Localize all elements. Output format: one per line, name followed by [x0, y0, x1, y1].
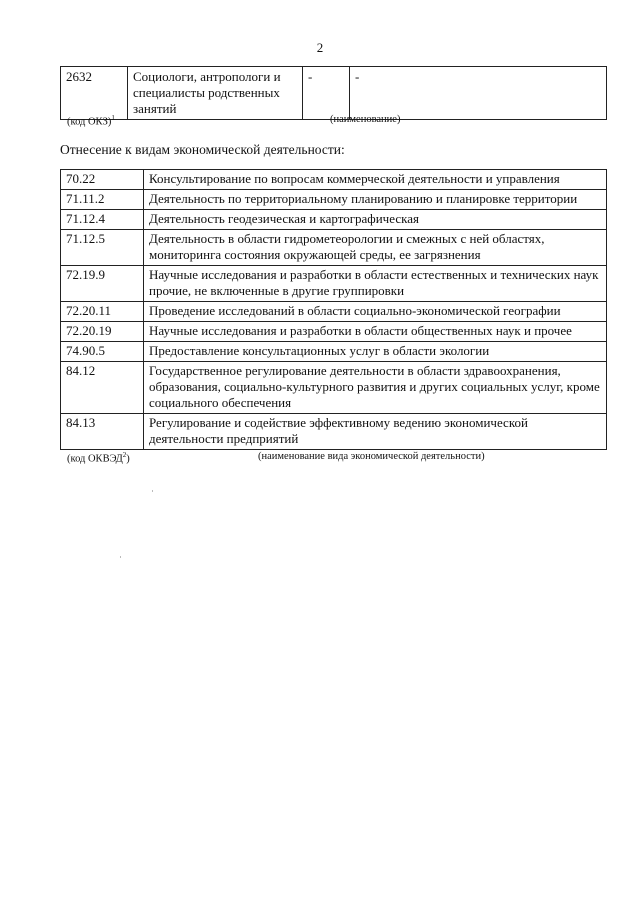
okz-code-caption: (код ОКЗ)$^1$	[67, 114, 115, 128]
okved-code-cell: 71.11.2	[61, 190, 144, 210]
okz-col3-cell: -	[303, 67, 350, 120]
okved-name-cell: Научные исследования и разработки в области естественных и технических наук прочие, не включенные в другие группировки	[144, 266, 607, 302]
okved-row	[61, 190, 607, 210]
scan-speck	[152, 490, 153, 492]
okved-code-cell: 71.12.5	[61, 230, 144, 266]
okved-name-cell: Деятельность геодезическая и картографическая	[144, 210, 607, 230]
okz-code-cell: 2632	[61, 67, 128, 120]
okz-row	[61, 67, 607, 120]
okved-name-cell: Государственное регулирование деятельности в области здравоохранения, образования, социально-культурного развития и других социальных услуг, кроме социального обеспечения	[144, 362, 607, 414]
okved-name-cell: Регулирование и содействие эффективному ведению экономической деятельности предприятий	[144, 414, 607, 450]
okved-row	[61, 302, 607, 322]
okz-table	[60, 66, 607, 120]
okved-row	[61, 322, 607, 342]
okved-table	[60, 169, 607, 450]
page-number: 2	[316, 40, 324, 55]
okved-name-caption: (наименование вида экономической деятельности)	[258, 451, 485, 462]
okved-row	[61, 414, 607, 450]
okved-name-cell: Консультирование по вопросам коммерческой деятельности и управления	[144, 170, 607, 190]
okved-name-cell: Проведение исследований в области социально-экономической географии	[144, 302, 607, 322]
okved-name-cell: Деятельность по территориальному планированию и планировке территории	[144, 190, 607, 210]
okved-code-cell: 71.12.4	[61, 210, 144, 230]
okved-name-cell: Деятельность в области гидрометеорологии и смежных с ней областях, мониторинга состояния окружающей среды, ее загрязнения	[144, 230, 607, 266]
okved-row	[61, 342, 607, 362]
okved-row	[61, 170, 607, 190]
okved-row	[61, 230, 607, 266]
scan-speck	[120, 556, 121, 558]
okved-row	[61, 266, 607, 302]
okz-name-caption: (наименование)	[330, 114, 401, 125]
okved-code-caption: (код ОКВЭД$^2$)	[67, 451, 130, 465]
okved-row	[61, 210, 607, 230]
okved-code-cell: 72.20.19	[61, 322, 144, 342]
section-title: Отнесение к видам экономической деятельности:	[60, 142, 345, 157]
okved-code-cell: 72.19.9	[61, 266, 144, 302]
okved-code-cell: 70.22	[61, 170, 144, 190]
okved-code-cell: 84.12	[61, 362, 144, 414]
okved-code-cell: 74.90.5	[61, 342, 144, 362]
okved-code-cell: 72.20.11	[61, 302, 144, 322]
okved-name-cell: Научные исследования и разработки в области общественных наук и прочее	[144, 322, 607, 342]
okz-name-cell: Социологи, антропологи и специалисты родственных занятий	[128, 67, 303, 120]
okved-code-cell: 84.13	[61, 414, 144, 450]
okved-name-cell: Предоставление консультационных услуг в области экологии	[144, 342, 607, 362]
okved-row	[61, 362, 607, 414]
okz-col4-cell: -	[350, 67, 607, 120]
